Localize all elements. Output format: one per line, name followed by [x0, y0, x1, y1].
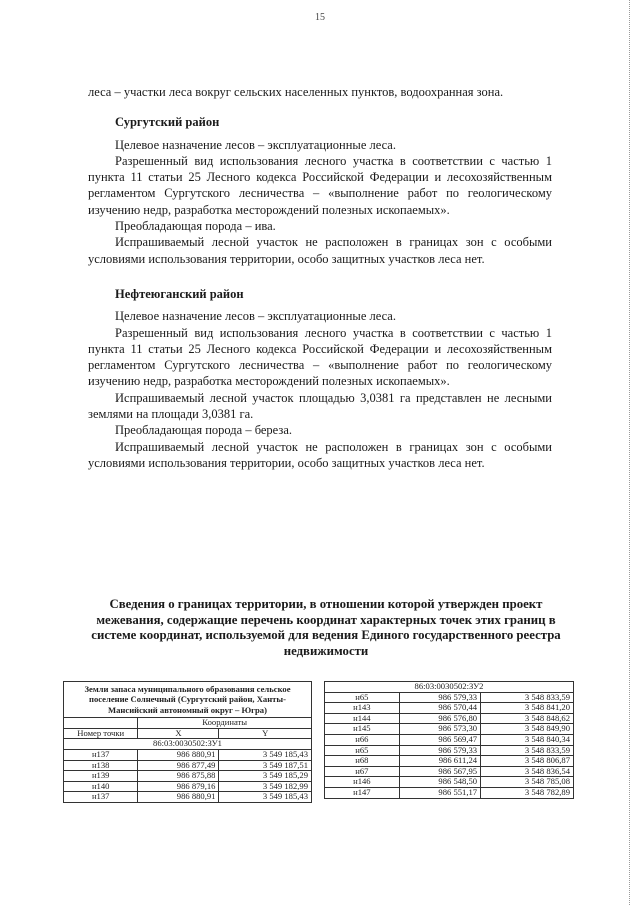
table-row — [325, 787, 574, 798]
y-coordinate-cell: 3 548 836,54 — [481, 766, 574, 777]
x-coordinate-cell: 986 548,50 — [399, 777, 480, 788]
y-coordinate-cell: 3 549 185,43 — [219, 750, 312, 761]
point-number-cell: н65 — [325, 692, 400, 703]
x-coordinate-cell: 986 611,24 — [399, 756, 480, 767]
y-coordinate-cell: 3 549 185,43 — [219, 792, 312, 803]
table-row — [64, 750, 312, 761]
nefteyugansk-paragraph-1: Целевое назначение лесов – эксплуатационные леса. — [115, 309, 396, 324]
point-number-cell: н68 — [325, 756, 400, 767]
point-number-cell: н146 — [325, 777, 400, 788]
point-number-cell: н137 — [64, 750, 138, 761]
x-coordinate-cell: 986 579,33 — [399, 745, 480, 756]
table-row — [64, 771, 312, 782]
y-coordinate-cell: 3 548 841,20 — [481, 703, 574, 714]
x-coordinate-cell: 986 569,47 — [399, 734, 480, 745]
table-row — [64, 792, 312, 803]
coordinates-table-left — [63, 681, 312, 803]
point-number-cell: н137 — [64, 792, 138, 803]
point-number-cell: н139 — [64, 771, 138, 782]
point-number-cell: н140 — [64, 781, 138, 792]
nefteyugansk-heading: Нефтеюганский район — [115, 286, 244, 301]
x-coordinate-cell: 986 579,33 — [399, 692, 480, 703]
nefteyugansk-paragraph-2: Разрешенный вид использования лесного участка в соответствии с частью 1 пункта 11 статьи 25 Лесного кодекса Российской Федерации и лесохозяйственным регламентом Сургутского лесничества – «выполнение работ по геологическому изучению недр, разработка месторождений полезных ископаемых». — [88, 325, 552, 389]
point-number-header: Номер точки — [64, 728, 138, 739]
table-row — [325, 766, 574, 777]
x-coordinate-cell: 986 570,44 — [399, 703, 480, 714]
y-coordinate-cell: 3 548 833,59 — [481, 745, 574, 756]
nefteyugansk-paragraph-3: Испрашиваемый лесной участок площадью 3,0381 га представлен не лесными землями на площади 3,0381 га. — [88, 390, 552, 422]
boundary-section-title: Сведения о границах территории, в отношении которой утвержден проект межевания, содержащие перечень координат характерных точек этих границ в системе координат, используемой для ведения Единого государственного реестра недвижимости — [91, 597, 561, 658]
point-number-cell: н138 — [64, 760, 138, 771]
y-coordinate-cell: 3 549 182,99 — [219, 781, 312, 792]
y-coordinate-cell: 3 548 782,89 — [481, 787, 574, 798]
x-coordinate-cell: 986 576,80 — [399, 713, 480, 724]
parcel-id-left: 86:03:0030502:ЗУ1 — [64, 739, 312, 750]
point-number-cell: н147 — [325, 787, 400, 798]
x-coordinate-cell: 986 877,49 — [138, 760, 219, 771]
right-table-body — [325, 692, 574, 798]
y-coordinate-cell: 3 548 849,90 — [481, 724, 574, 735]
point-number-cell: н143 — [325, 703, 400, 714]
y-header: Y — [219, 728, 312, 739]
surgut-paragraph-4: Испрашиваемый лесной участок не расположен в границах зон с особыми условиями использования территории, особо защитных участков леса нет. — [88, 235, 552, 266]
body-text — [88, 84, 552, 471]
x-coordinate-cell: 986 551,17 — [399, 787, 480, 798]
table-row — [325, 756, 574, 767]
point-number-cell: н144 — [325, 713, 400, 724]
x-header: X — [138, 728, 219, 739]
nefteyugansk-paragraph-5: Испрашиваемый лесной участок не расположен в границах зон с особыми условиями использования территории, особо защитных участков леса нет. — [88, 439, 552, 470]
nefteyugansk-paragraph-4: Преобладающая порода – береза. — [115, 423, 292, 438]
surgut-heading: Сургутский район — [115, 115, 220, 130]
page-edge-line — [629, 0, 630, 905]
left-table-body — [64, 750, 312, 803]
point-number-cell: н65 — [325, 745, 400, 756]
y-coordinate-cell: 3 548 840,34 — [481, 734, 574, 745]
x-coordinate-cell: 986 573,30 — [399, 724, 480, 735]
y-coordinate-cell: 3 549 185,29 — [219, 771, 312, 782]
table-row — [325, 745, 574, 756]
land-category-header: Земли запаса муниципального образования сельское поселение Солнечный (Сургутский район, Ханты-Мансийский автономный округ – Югра) — [64, 682, 312, 718]
y-coordinate-cell: 3 548 848,62 — [481, 713, 574, 724]
coordinates-header: Координаты — [138, 718, 312, 729]
table-row — [325, 692, 574, 703]
surgut-paragraph-1: Целевое назначение лесов – эксплуатационные леса. — [115, 137, 396, 152]
surgut-paragraph-3: Преобладающая порода – ива. — [115, 219, 276, 234]
table-row — [64, 760, 312, 771]
y-coordinate-cell: 3 548 785,08 — [481, 777, 574, 788]
point-number-cell: н145 — [325, 724, 400, 735]
point-number-cell: н66 — [325, 734, 400, 745]
table-row — [325, 724, 574, 735]
x-coordinate-cell: 986 880,91 — [138, 750, 219, 761]
y-coordinate-cell: 3 548 833,59 — [481, 692, 574, 703]
page-number: 15 — [315, 12, 325, 23]
intro-paragraph: леса – участки леса вокруг сельских населенных пунктов, водоохранная зона. — [88, 85, 504, 99]
table-row — [325, 703, 574, 714]
x-coordinate-cell: 986 567,95 — [399, 766, 480, 777]
x-coordinate-cell: 986 875,88 — [138, 771, 219, 782]
y-coordinate-cell: 3 549 187,51 — [219, 760, 312, 771]
table-row — [325, 777, 574, 788]
table-row — [64, 781, 312, 792]
y-coordinate-cell: 3 548 806,87 — [481, 756, 574, 767]
parcel-id-right: 86:03:0030502:ЗУ2 — [325, 682, 574, 693]
x-coordinate-cell: 986 879,16 — [138, 781, 219, 792]
coordinates-table-right — [324, 681, 574, 799]
surgut-paragraph-2: Разрешенный вид использования лесного участка в соответствии с частью 1 пункта 11 статьи 25 Лесного кодекса Российской Федерации и лесохозяйственным регламентом Сургутского лесничества – «выполнение работ по геологическому изучению недр, разработка месторождений полезных ископаемых». — [88, 153, 552, 217]
point-number-cell: н67 — [325, 766, 400, 777]
table-row — [325, 713, 574, 724]
table-row — [325, 734, 574, 745]
x-coordinate-cell: 986 880,91 — [138, 792, 219, 803]
